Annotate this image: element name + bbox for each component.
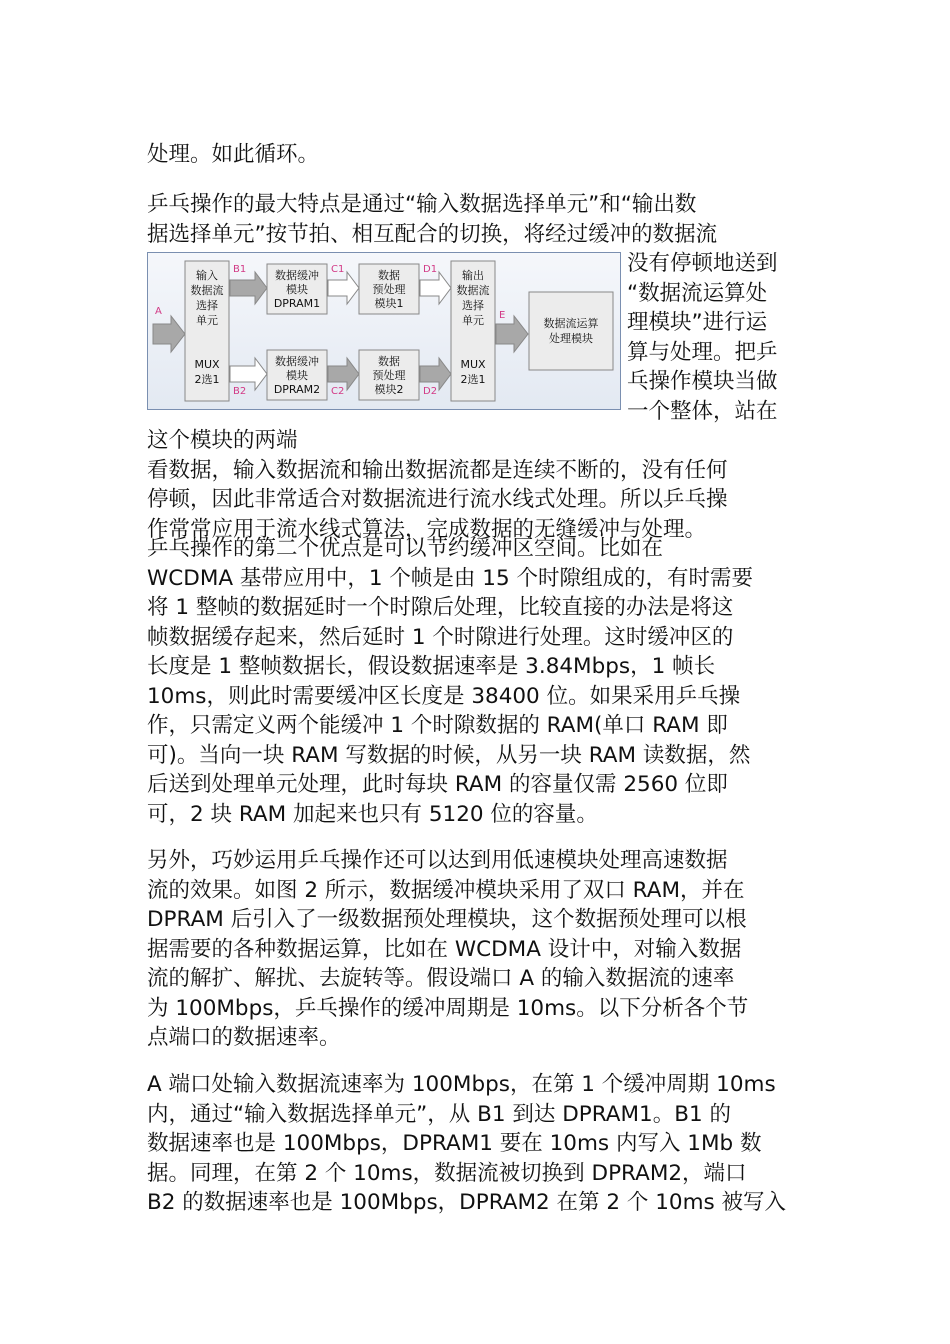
- text-line: “数据流运算处: [627, 280, 768, 306]
- text-line: A 端口处输入数据流速率为 100Mbps，在第 1 个缓冲周期 10ms: [147, 1072, 776, 1097]
- pre2-line: 模块2: [374, 383, 404, 396]
- port-label-a: A: [155, 306, 162, 317]
- pre1-line: 预处理: [372, 283, 406, 296]
- port-label-b1: B1: [233, 264, 247, 275]
- text-line: 数据速率也是 100Mbps，DPRAM1 要在 10ms 内写入 1Mb 数: [147, 1131, 762, 1156]
- pre2-line: 预处理: [372, 369, 406, 382]
- text-line: 作常常应用于流水线式算法，完成数据的无缝缓冲与处理。: [147, 516, 707, 542]
- text-line: 理模块”进行运: [627, 310, 768, 335]
- processor-line: 处理模块: [549, 332, 593, 345]
- buffer2-line: 模块: [286, 369, 308, 382]
- paragraph-0: [147, 140, 817, 170]
- buffer2-line: DPRAM2: [273, 383, 321, 396]
- text-line: 一个整体，站在: [627, 398, 778, 424]
- output-mux-line: 单元: [462, 314, 484, 327]
- text-line: B2 的数据速率也是 100Mbps，DPRAM2 在第 2 个 10ms 被写入: [147, 1190, 787, 1215]
- buffer1-line: 数据缓冲: [275, 269, 319, 282]
- text-line: 流的解扩、解扰、去旋转等。假设端口 A 的输入数据流的速率: [147, 966, 735, 991]
- pingpong-diagram: [147, 252, 621, 410]
- port-label-c2: C2: [331, 386, 345, 397]
- text-line: 流的效果。如图 2 所示，数据缓冲模块采用了双口 RAM，并在: [147, 877, 745, 903]
- text-line: 点端口的数据速率。: [147, 1025, 341, 1050]
- text-line: 可，2 块 RAM 加起来也只有 5120 位的容量。: [147, 801, 598, 827]
- paragraph-1: [147, 190, 817, 544]
- port-label-e: E: [499, 310, 506, 321]
- text-line: 将 1 整帧的数据延时一个时隙后处理，比较直接的办法是将这: [147, 595, 734, 620]
- input-mux-line: 输入: [196, 269, 218, 282]
- text-line: 乓操作模块当做: [627, 369, 778, 394]
- buffer2-line: 数据缓冲: [275, 355, 319, 368]
- output-mux-line: 输出: [462, 269, 484, 282]
- text-line: 帧数据缓存起来，然后延时 1 个时隙进行处理。这时缓冲区的: [147, 624, 734, 650]
- text-line: WCDMA 基带应用中，1 个帧是由 15 个时隙组成的，有时需要: [147, 565, 753, 591]
- buffer1-line: 模块: [286, 283, 308, 296]
- input-mux-line: 2选1: [194, 373, 220, 386]
- text-line: 10ms，则此时需要缓冲区长度是 38400 位。如果采用乒乓操: [147, 683, 741, 709]
- text-line: 乒乓操作的第二个优点是可以节约缓冲区空间。比如在: [147, 536, 664, 561]
- port-label-b2: B2: [233, 386, 247, 397]
- paragraph-0-text: 处理。如此循环。: [147, 142, 320, 167]
- text-line: 算与处理。把乒: [627, 339, 778, 365]
- text-line: 据。同理，在第 2 个 10ms，数据流被切换到 DPRAM2，端口: [147, 1160, 747, 1186]
- input-mux-line: 数据流: [190, 284, 224, 297]
- processor-module: [529, 292, 613, 370]
- text-line: 没有停顿地送到: [627, 251, 778, 276]
- port-label-d2: D2: [423, 386, 438, 397]
- text-line: DPRAM 后引入了一级数据预处理模块，这个数据预处理可以根: [147, 907, 747, 932]
- processor-line: 数据流运算: [543, 317, 599, 330]
- text-line: 这个模块的两端: [147, 428, 298, 453]
- text-line: 乒乓操作的最大特点是通过“输入数据选择单元”和“输出数: [147, 192, 697, 217]
- paragraph-4: [147, 1070, 817, 1218]
- pingpong-diagram-svg: [147, 252, 621, 410]
- paragraph-2: [147, 534, 817, 829]
- output-mux-line: 2选1: [460, 373, 486, 386]
- text-line: 长度是 1 整帧数据长，假设数据速率是 3.84Mbps，1 帧长: [147, 654, 716, 679]
- text-line: 看数据，输入数据流和输出数据流都是连续不断的，没有任何: [147, 457, 728, 483]
- text-line: 为 100Mbps，乒乓操作的缓冲周期是 10ms。以下分析各个节: [147, 995, 749, 1021]
- text-line: 据选择单元”按节拍、相互配合的切换，将经过缓冲的数据流: [147, 221, 718, 247]
- text-line: 停顿，因此非常适合对数据流进行流水线式处理。所以乒乓操: [147, 487, 728, 512]
- text-line: 据需要的各种数据运算，比如在 WCDMA 设计中，对输入数据: [147, 936, 742, 962]
- output-mux-line: 数据流: [456, 284, 490, 297]
- text-line: 内，通过“输入数据选择单元”，从 B1 到达 DPRAM1。B1 的: [147, 1101, 731, 1127]
- pre2-line: 数据: [378, 355, 400, 368]
- output-mux-line: 选择: [462, 299, 484, 312]
- input-mux-line: MUX: [194, 358, 220, 371]
- output-mux-line: MUX: [460, 358, 486, 371]
- pre1-line: 模块1: [374, 297, 404, 310]
- input-mux-line: 单元: [196, 314, 218, 327]
- paragraph-3: [147, 846, 817, 1053]
- port-label-d1: D1: [423, 264, 438, 275]
- port-label-c1: C1: [331, 264, 345, 275]
- text-line: 另外，巧妙运用乒乓操作还可以达到用低速模块处理高速数据: [147, 848, 728, 873]
- input-mux-line: 选择: [196, 299, 218, 312]
- text-line: 后送到处理单元处理，此时每块 RAM 的容量仅需 2560 位即: [147, 772, 728, 797]
- text-line: 作，只需定义两个能缓冲 1 个时隙数据的 RAM(单口 RAM 即: [147, 713, 728, 738]
- pre1-line: 数据: [378, 269, 400, 282]
- buffer1-line: DPRAM1: [273, 297, 321, 310]
- text-line: 可)。当向一块 RAM 写数据的时候，从另一块 RAM 读数据，然: [147, 742, 751, 768]
